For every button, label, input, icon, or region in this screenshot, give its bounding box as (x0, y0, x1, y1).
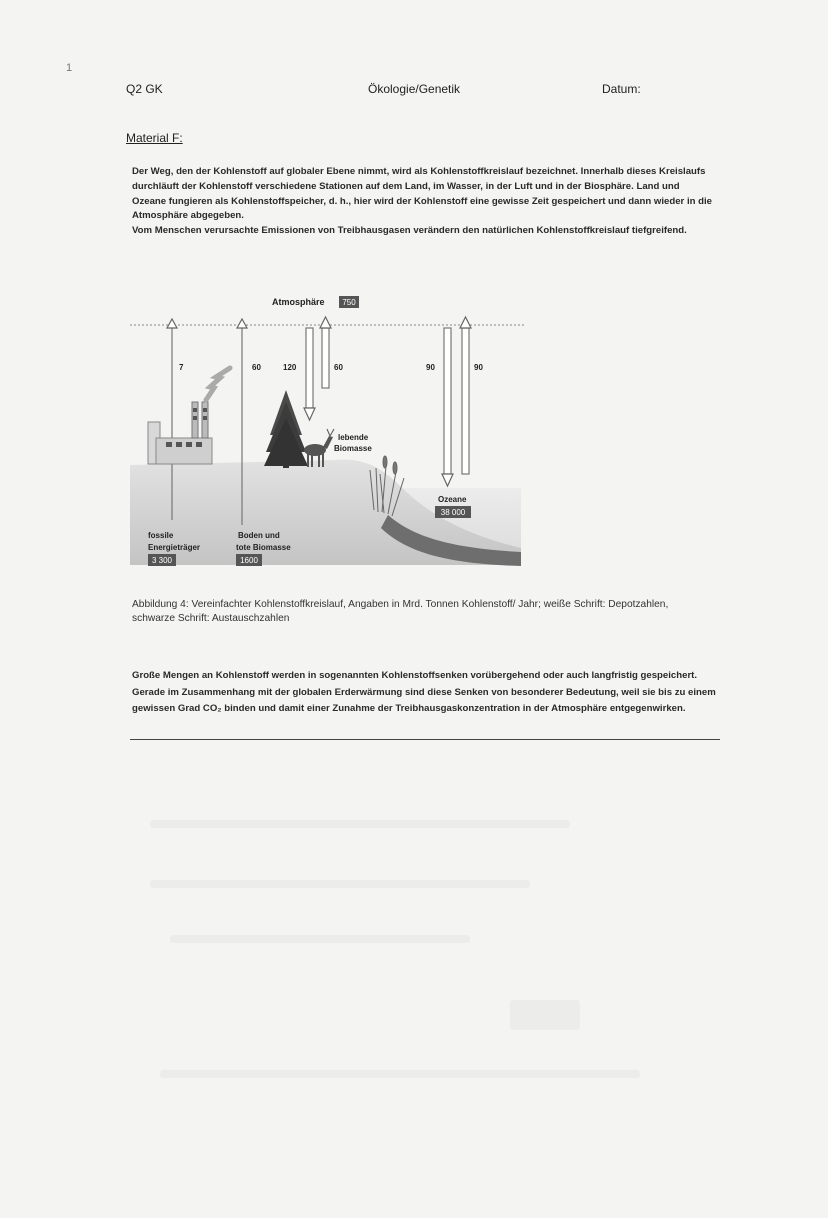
ocean-value: 38 000 (440, 508, 466, 517)
flow-photosynthesis-label: 120 (283, 363, 297, 372)
fossil-label-line-1: fossile (148, 531, 174, 540)
flow-ocean-down-label: 90 (426, 363, 435, 372)
intro-text (132, 165, 712, 239)
arrow-ocean-down (444, 328, 451, 474)
section-label: Material F: (126, 131, 183, 145)
tree-icon (264, 390, 308, 468)
arrow-fossil-head (167, 319, 177, 328)
fossil-label-line-2: Energieträger (148, 543, 201, 552)
fossil-value: 3 300 (151, 556, 173, 565)
atmosphere-value: 750 (342, 298, 356, 307)
factory-icon (148, 368, 230, 464)
arrow-respiration (322, 328, 329, 388)
arrow-photosynthesis-head (304, 408, 315, 420)
flow-soil-label: 60 (252, 363, 261, 372)
soil-label-line-2: tote Biomasse (236, 543, 291, 552)
flow-fossil-label: 7 (179, 363, 184, 372)
biomass-label-line-2: Biomasse (334, 444, 372, 453)
ocean-label: Ozeane (438, 495, 467, 504)
biomass-label-line-1: lebende (338, 433, 369, 442)
arrow-soil-head (237, 319, 247, 328)
show-through-marks (170, 935, 470, 943)
arrow-respiration-head (320, 317, 331, 328)
intro-paragraph-2: Vom Menschen verursachte Emissionen von Treibhausgasen verändern den natürlichen Kohlenstoffkreislauf tiefgreifend. (132, 225, 687, 237)
header-subject: Ökologie/Genetik (368, 82, 461, 96)
intro-paragraph-1: Der Weg, den der Kohlenstoff auf globaler Ebene nimmt, wird als Kohlenstoffkreislauf bezeichnet. Innerhalb dieses Kreislaufs durchläuft der Kohlenstoff verschiedene Stationen auf dem Land, im Wasser, in der Luft und in der Biosphäre. Land und Ozeane fungieren als Kohlenstoffspeicher, d. h., hier wird der Kohlenstoff eine gewisse Zeit gespeichert und dann wieder in die Atmosphäre abgegeben. (132, 166, 712, 222)
show-through-marks (150, 820, 570, 828)
soil-value: 1600 (240, 556, 258, 565)
flow-ocean-up-label: 90 (474, 363, 483, 372)
figure-caption: Abbildung 4: Vereinfachter Kohlenstoffkreislauf, Angaben in Mrd. Tonnen Kohlenstoff/ Jahr; weiße Schrift: Depotzahlen, schwarze Schrift: Austauschzahlen (132, 599, 669, 624)
arrow-ocean-up (462, 328, 469, 474)
atmosphere-label: Atmosphäre (272, 297, 325, 307)
arrow-ocean-up-head (460, 317, 471, 328)
divider (130, 739, 720, 740)
arrow-photosynthesis (306, 328, 313, 408)
header-course: Q2 GK (126, 82, 163, 96)
page-number: 1 (66, 62, 73, 74)
header-date-label: Datum: (602, 82, 641, 96)
carbon-cycle-figure (126, 290, 526, 590)
show-through-marks (510, 1000, 580, 1030)
show-through-marks (160, 1070, 640, 1078)
show-through-marks (150, 880, 530, 888)
soil-label-line-1: Boden und (238, 531, 280, 540)
flow-respiration-label: 60 (334, 363, 343, 372)
closing-paragraph: Große Mengen an Kohlenstoff werden in sogenannten Kohlenstoffsenken vorübergehend oder auch langfristig gespeichert. Gerade im Zusammenhang mit der globalen Erderwärmung sind diese Senken von besonderer Bedeutung, weil sie bis zu einem gewissen Grad CO₂ binden und damit einer Zunahme der Treibhausgaskonzentration in der Atmosphäre entgegenwirken. (132, 670, 716, 714)
arrow-ocean-down-head (442, 474, 453, 486)
